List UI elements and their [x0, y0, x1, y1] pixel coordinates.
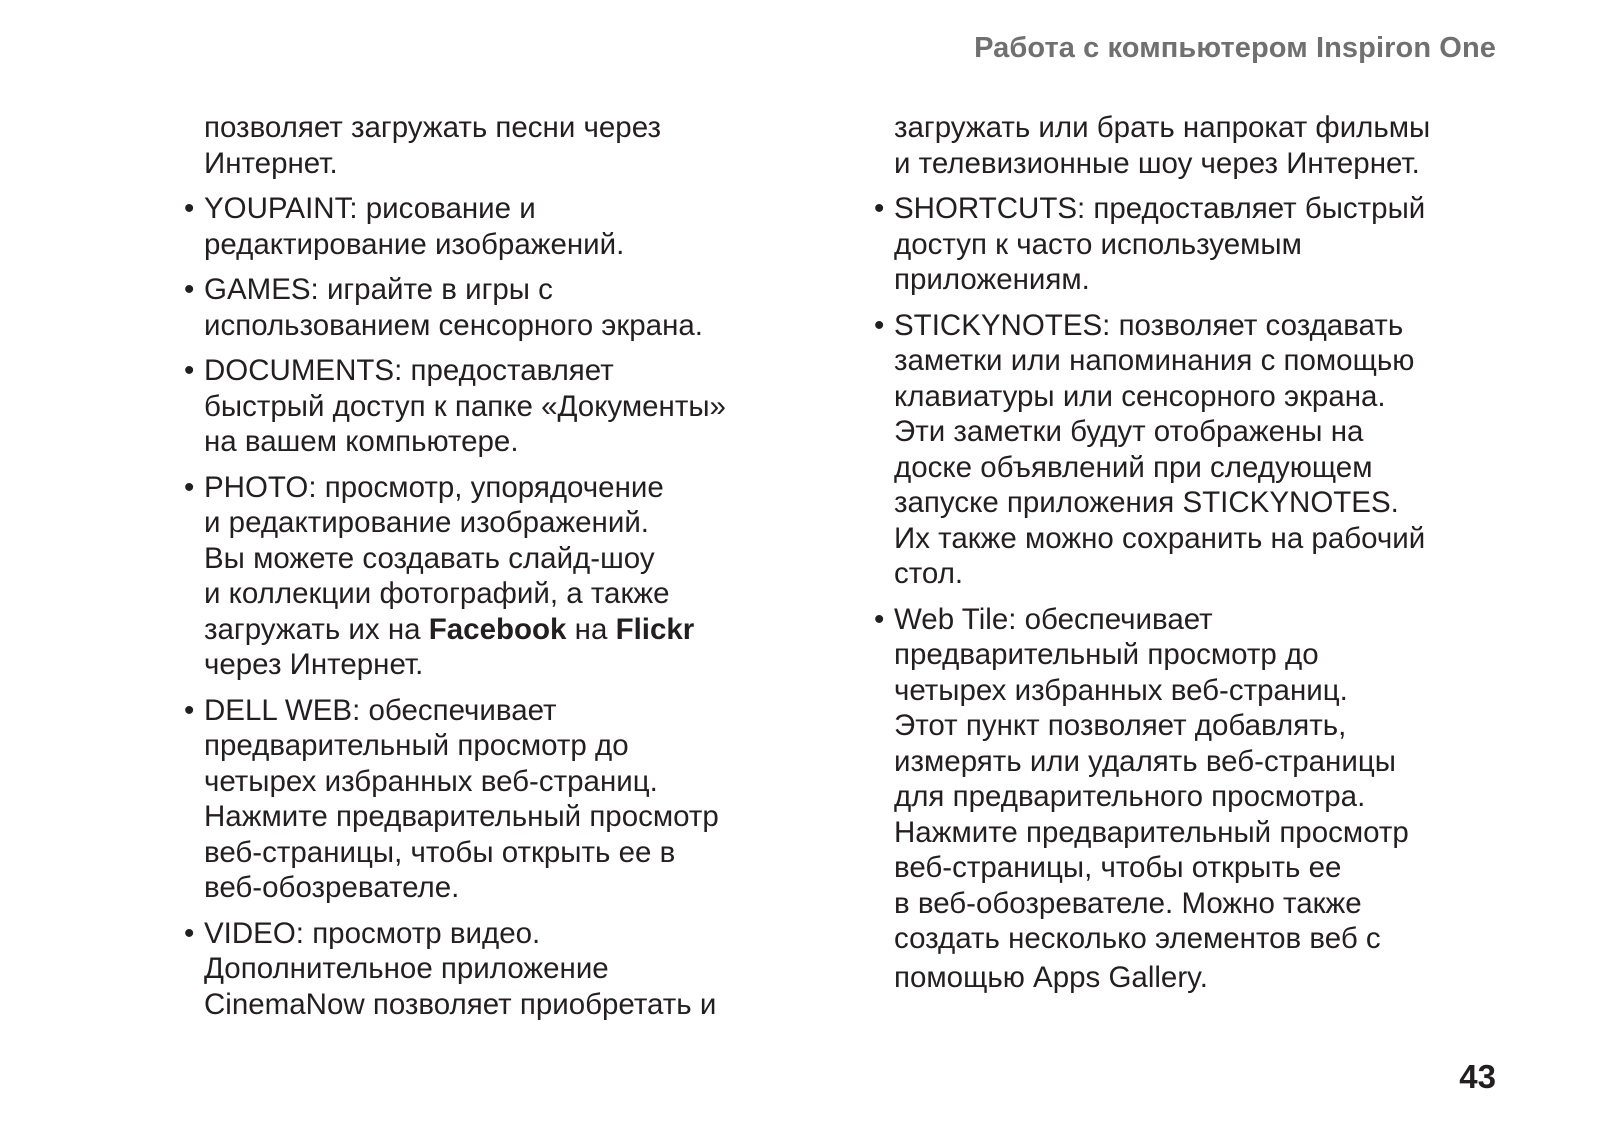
left-column [184, 110, 804, 1032]
bullet-icon: • [874, 192, 885, 225]
list-item-video [184, 916, 804, 1023]
text-line-upload-services [204, 612, 804, 648]
flickr-name: Flickr [615, 612, 695, 646]
text-line: Их также можно сохранить на рабочий [894, 521, 1426, 555]
connector-text: на [566, 612, 616, 646]
list-item-web-tile [874, 602, 1514, 996]
text-line: Вы можете создавать слайд-шоу [204, 541, 655, 575]
text-line: доступ к часто используемым [894, 227, 1302, 261]
text-line: GAMES: играйте в игры с [204, 273, 553, 306]
text-line: предварительный просмотр до [894, 638, 1319, 671]
text-line: четырех избранных веб-страниц. [894, 673, 1348, 707]
text-line: загружать или брать напрокат фильмы [894, 111, 1431, 144]
list-item-photo [184, 470, 804, 683]
text-line: DOCUMENTS: предоставляет [204, 354, 614, 387]
bullet-icon: • [184, 192, 195, 225]
text-line: веб-страницы, чтобы открыть ее [894, 851, 1342, 884]
bullet-icon: • [184, 273, 195, 306]
text-line: приложениям. [894, 263, 1090, 296]
text-line: быстрый доступ к папке «Документы» [204, 389, 726, 423]
text-line: клавиатуры или сенсорного экрана. [894, 379, 1386, 413]
text-line: YOUPAINT: рисование и [204, 192, 536, 225]
text-line: заметки или напоминания с помощью [894, 344, 1415, 377]
text-line: стол. [894, 557, 964, 590]
text-line: Дополнительное приложение [204, 952, 609, 985]
text-line: SHORTCUTS: предоставляет быстрый [894, 192, 1426, 225]
text-line: для предварительного просмотра. [894, 780, 1366, 813]
text-line: PHOTO: просмотр, упорядочение [204, 470, 664, 504]
bullet-icon: • [184, 470, 195, 504]
text-line: Нажмите предварительный просмотр [204, 800, 719, 833]
text-line: DELL WEB: обеспечивает [204, 693, 557, 727]
right-column [874, 110, 1514, 1005]
text-line: создать несколько элементов веб с [894, 922, 1381, 955]
text-line: доске объявлений при следующем [894, 450, 1373, 484]
text-line: веб-обозревателе. [204, 871, 460, 904]
list-item-dell-web [184, 693, 804, 906]
text-line: Web Tile: обеспечивает [894, 602, 1213, 636]
text-line: VIDEO: просмотр видео. [204, 916, 541, 950]
text-line: STICKYNOTES: позволяет создавать [894, 308, 1404, 342]
bullet-icon: • [184, 916, 195, 950]
facebook-name: Facebook [428, 612, 567, 646]
list-item-documents [184, 353, 804, 460]
text-line: предварительный просмотр до [204, 729, 629, 762]
text-line: запуске приложения STICKYNOTES. [894, 486, 1399, 519]
bullet-icon: • [874, 602, 885, 636]
text-line: и редактирование изображений. [204, 506, 649, 539]
text-line: Интернет. [204, 146, 338, 180]
text-line: использованием сенсорного экрана. [204, 308, 703, 342]
upload-text: загружать их на [204, 612, 429, 646]
running-header: Работа с компьютером Inspiron One [974, 32, 1496, 64]
bullet-icon: • [184, 354, 195, 387]
text-line: через Интернет. [204, 648, 424, 681]
text-line: веб-страницы, чтобы открыть ее в [204, 835, 676, 869]
text-line: Нажмите предварительный просмотр [894, 815, 1409, 849]
text-line: позволяет загружать песни через [204, 111, 661, 144]
list-item-games [184, 272, 804, 343]
continued-paragraph [204, 110, 804, 181]
list-item-youpaint [184, 191, 804, 262]
bullet-icon: • [184, 693, 195, 727]
text-line: четырех избранных веб-страниц. [204, 764, 658, 798]
text-line: Эти заметки будут отображены на [894, 415, 1364, 448]
list-item-shortcuts [874, 191, 1514, 298]
text-line: в веб-обозревателе. Можно также [894, 886, 1362, 920]
text-line: измерять или удалять веб-страницы [894, 744, 1396, 778]
text-line: на вашем компьютере. [204, 425, 519, 458]
text-line: редактирование изображений. [204, 227, 625, 261]
bullet-icon: • [874, 308, 885, 342]
continued-paragraph [894, 110, 1514, 181]
text-line: и телевизионные шоу через Интернет. [894, 146, 1420, 180]
text-line: Этот пункт позволяет добавлять, [894, 709, 1347, 742]
text-line: помощью Apps Gallery. [894, 960, 1208, 994]
text-line: CinemaNow позволяет приобретать и [204, 987, 717, 1021]
list-item-stickynotes [874, 308, 1514, 592]
page-number: 43 [1459, 1058, 1496, 1095]
text-line: и коллекции фотографий, а также [204, 577, 670, 610]
